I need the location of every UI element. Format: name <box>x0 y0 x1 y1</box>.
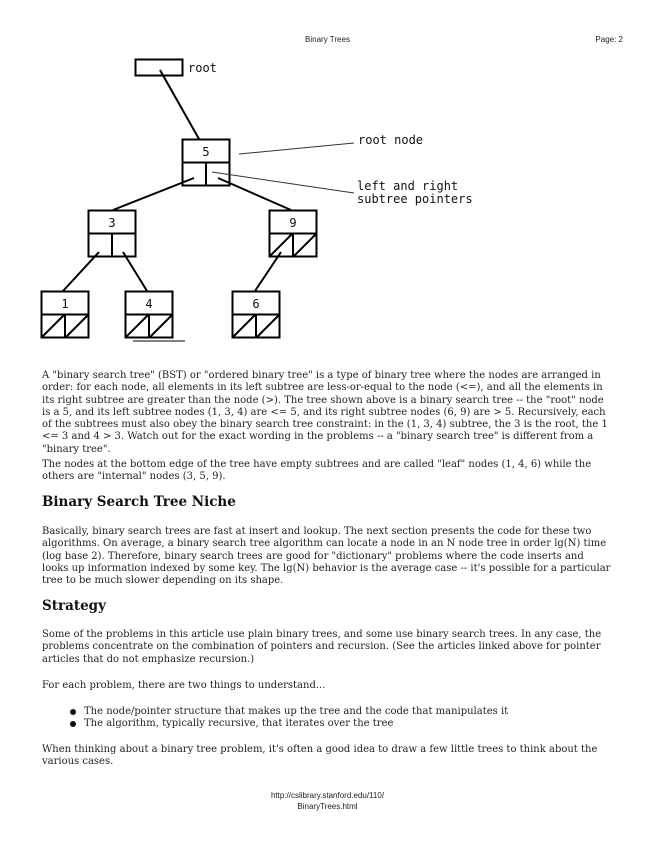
node-value-9: 9 <box>289 216 297 230</box>
binary-tree-diagram <box>0 50 655 350</box>
pointers-label-line1: left and right <box>357 179 459 193</box>
leaf-nodes-paragraph: The nodes at the bottom edge of the tree have empty subtrees and are called "leaf" nodes (1, 4, 6) while the others are "internal" nodes (3, 5, 9). <box>42 459 592 483</box>
node-value-6: 6 <box>252 297 260 311</box>
node-value-5: 5 <box>202 145 210 159</box>
header-title: Binary Trees <box>305 35 350 44</box>
root-pointer-box <box>136 60 183 76</box>
node-value-1: 1 <box>61 297 69 311</box>
list-item: The node/pointer structure that makes up the tree and the code that manipulates it <box>42 706 613 718</box>
problem-intro-paragraph: For each problem, there are two things to understand... <box>42 680 326 691</box>
intro-paragraph-block <box>42 370 613 456</box>
root-label: root <box>188 61 217 75</box>
bst-definition-paragraph: A "binary search tree" (BST) or "ordered binary tree" is a type of binary tree where the nodes are arranged in order: for each node, all elements in its left subtree are less-or-equal to the node (<=), and all the elements in its right subtree are greater than the node (>). The tree shown above is a binary search tree -- the "root" node is a 5, and its left subtree nodes (1, 3, 4) are <= 5, and its right subtree nodes (6, 9) are > 5. Recursively, each of the subtrees must also obey the binary search tree constraint: in the (1, 3, 4) subtree, the 3 is the root, the 1 <= 3 and 4 > 3. Watch out for the exact wording in the problems -- a "binary search tree" is different from a "binary tree". <box>42 370 608 455</box>
strategy-paragraph: Some of the problems in this article use plain binary trees, and some use binary search trees. In any case, the problems concentrate on the combination of pointers and recursion. (See the articles linked above for pointer articles that do not emphasize recursion.) <box>42 629 602 665</box>
bullet-list <box>42 706 613 731</box>
list-item: The algorithm, typically recursive, that iterates over the tree <box>42 718 613 730</box>
closing-paragraph: When thinking about a binary tree problem, it's often a good idea to draw a few little trees to think about the various cases. <box>42 744 598 768</box>
footer-url-line1: http://cslibrary.stanford.edu/110/ <box>270 791 385 800</box>
root-node-label: root node <box>358 133 424 147</box>
niche-paragraph: Basically, binary search trees are fast at insert and lookup. The next section presents the code for these two algorithms. On average, a binary search tree algorithm can locate a node in an N node tree in order lg(N) time (log base 2). Therefore, binary search trees are good for "dictionary" problems where the code inserts and looks up information indexed by some key. The lg(N) behavior is the average case -- it's possible for a particular tree to be much slower depending on its shape. <box>42 526 611 587</box>
node-value-3: 3 <box>108 216 116 230</box>
section-heading-niche: Binary Search Tree Niche <box>42 494 236 510</box>
footer-url-line2: BinaryTrees.html <box>297 802 358 811</box>
pointers-label-line2: subtree pointers <box>357 192 473 206</box>
section-heading-strategy: Strategy <box>42 598 106 614</box>
page-number: Page: 2 <box>595 35 623 44</box>
node-value-4: 4 <box>145 297 153 311</box>
